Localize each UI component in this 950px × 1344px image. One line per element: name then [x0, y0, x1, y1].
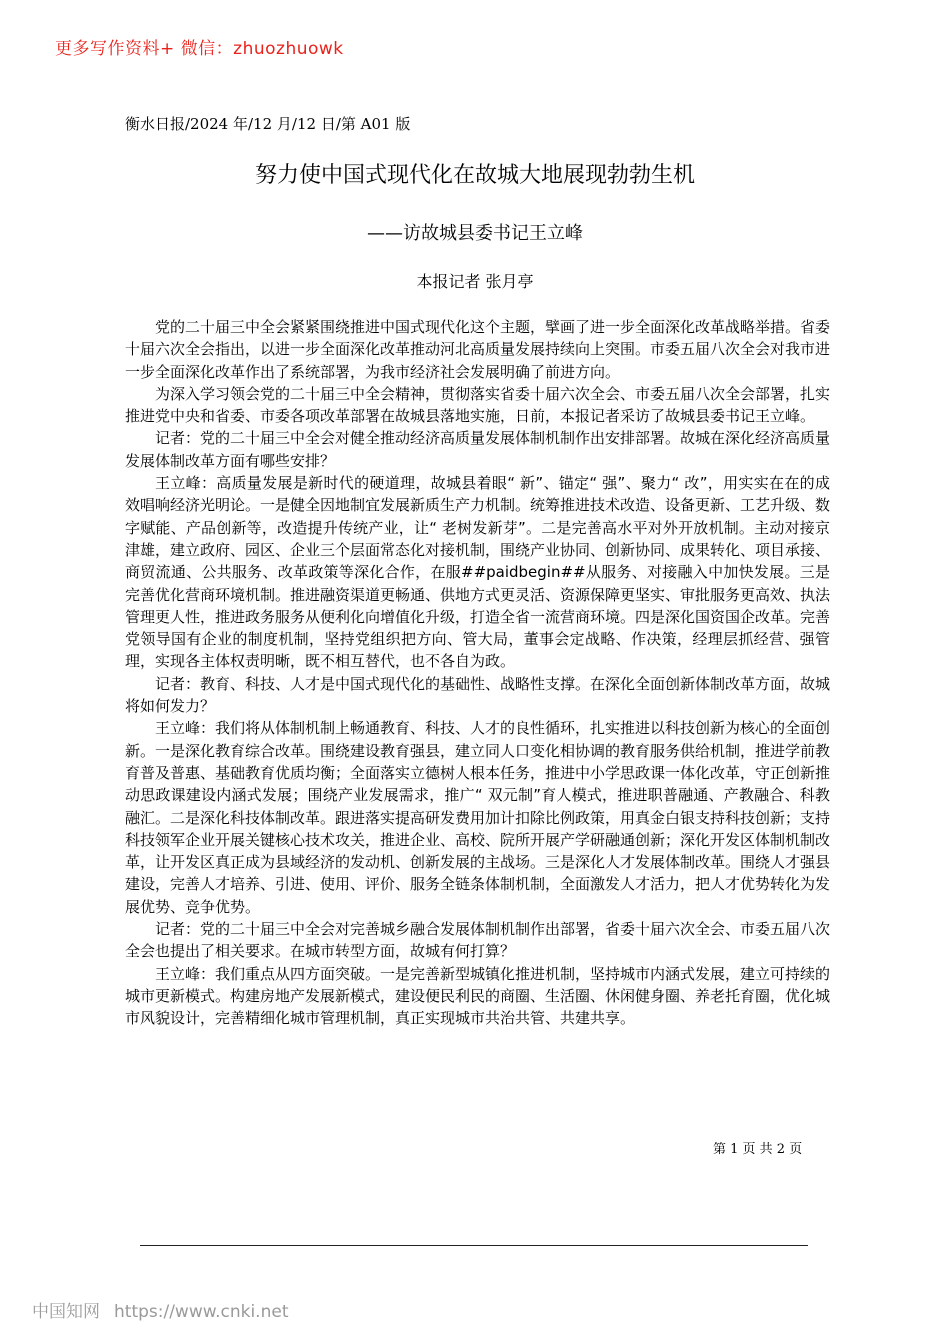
watermark-site: 中国知网: [32, 1302, 100, 1322]
source-line: 衡水日报/2024 年/12 月/12 日/第 A01 版: [125, 115, 411, 133]
footer-divider: [140, 1245, 808, 1246]
watermark: [32, 1297, 288, 1322]
paragraph: 王立峰：我们将从体制机制上畅通教育、科技、人才的良性循环，扎实推进以科技创新为核心的全面创新。一是深化教育综合改革。围绕建设教育强县，建立同人口变化相协调的教育服务供给机制，推进学前教育普及普惠、基础教育优质均衡；全面落实立德树人根本任务，推进中小学思政课一体化改革，守正创新推动思政课建设内涵式发展；围绕产业发展需求，推广“ 双元制”育人模式，推进职普融通、产教融合、科教融汇。二是深化科技体制改革。跟进落实提高研发费用加计扣除比例政策，用真金白银支持科技创新；支持科技领军企业开展关键核心技术攻关，推进企业、高校、院所开展产学研融通创新；深化开发区体制机制改革，让开发区真正成为县域经济的发动机、创新发展的主战场。三是深化人才发展体制改革。围绕人才强县建设，完善人才培养、引进、使用、评价、服务全链条体制机制，全面激发人才活力，把人才优势转化为发展优势、竞争优势。: [125, 719, 831, 916]
byline: 本报记者 张月亭: [416, 272, 534, 291]
paragraph: 党的二十届三中全会紧紧围绕推进中国式现代化这个主题，擘画了进一步全面深化改革战略举措。省委十届六次全会指出，以进一步全面深化改革推动河北高质量发展持续向上突围。市委五届八次全会对我市进一步全面深化改革作出了系统部署，为我市经济社会发展明确了前进方向。: [125, 318, 831, 381]
paragraph: 记者：教育、科技、人才是中国式现代化的基础性、战略性支撑。在深化全面创新体制改革方面，故城将如何发力？: [125, 674, 831, 716]
paragraph: 为深入学习领会党的二十届三中全会精神，贯彻落实省委十届六次全会、市委五届八次全会部署，扎实推进党中央和省委、市委各项改革部署在故城县落地实施，日前，本报记者采访了故城县委书记王立峰。: [125, 384, 831, 426]
paragraph: 王立峰：我们重点从四方面突破。一是完善新型城镇化推进机制，坚持城市内涵式发展，建立可持续的城市更新模式。构建房地产发展新模式，建设便民利民的商圈、生活圈、休闲健身圈、养老托育圈，优化城市风貌设计，完善精细化城市管理机制，真正实现城市共治共管、共建共享。: [125, 964, 831, 1028]
page-indicator: 第 1 页 共 2 页: [713, 1142, 803, 1157]
article-subtitle: ——访故城县委书记王立峰: [367, 223, 583, 244]
paragraph: 记者：党的二十届三中全会对健全推动经济高质量发展体制机制作出安排部署。故城在深化经济高质量发展体制改革方面有哪些安排？: [125, 429, 831, 470]
article-title: 努力使中国式现代化在故城大地展现勃勃生机: [254, 163, 695, 188]
watermark-url: https://www.cnki.net: [114, 1302, 289, 1322]
paragraph: 记者：党的二十届三中全会对完善城乡融合发展体制机制作出部署，省委十届六次全会、市委五届八次全会也提出了相关要求。在城市转型方面，故城有何打算？: [125, 920, 831, 961]
promo-banner: 更多写作资料+ 微信：zhuozhuowk: [55, 39, 344, 59]
article-body: [125, 316, 830, 1030]
paragraph: 王立峰：高质量发展是新时代的硬道理，故城县着眼“ 新”、锚定“ 强”、聚力“ 改”，用实实在在的成效唱响经济光明论。一是健全因地制宜发展新质生产力机制。统筹推进技术改造、设备更新、工艺升级、数字赋能、产品创新等，改造提升传统产业，让“ 老树发新芽”。二是完善高水平对外开放机制。主动对接京津雄，建立政府、园区、企业三个层面常态化对接机制，围绕产业协同、创新协同、成果转化、项目承接、商贸流通、公共服务、改革政策等深化合作，在服##paidbegin##从服务、对接融入中加快发展。三是完善优化营商环境机制。推进融资渠道更畅通、供地方式更灵活、资源保障更坚实、审批服务更高效、执法管理更人性，推进政务服务从便利化向增值化升级，打造全省一流营商环境。四是深化国资国企改革。完善党领导国有企业的制度机制，坚持党组织把方向、管大局，董事会定战略、作决策，经理层抓经营、强管理，实现各主体权责明晰，既不相互替代，也不各自为政。: [125, 474, 831, 671]
